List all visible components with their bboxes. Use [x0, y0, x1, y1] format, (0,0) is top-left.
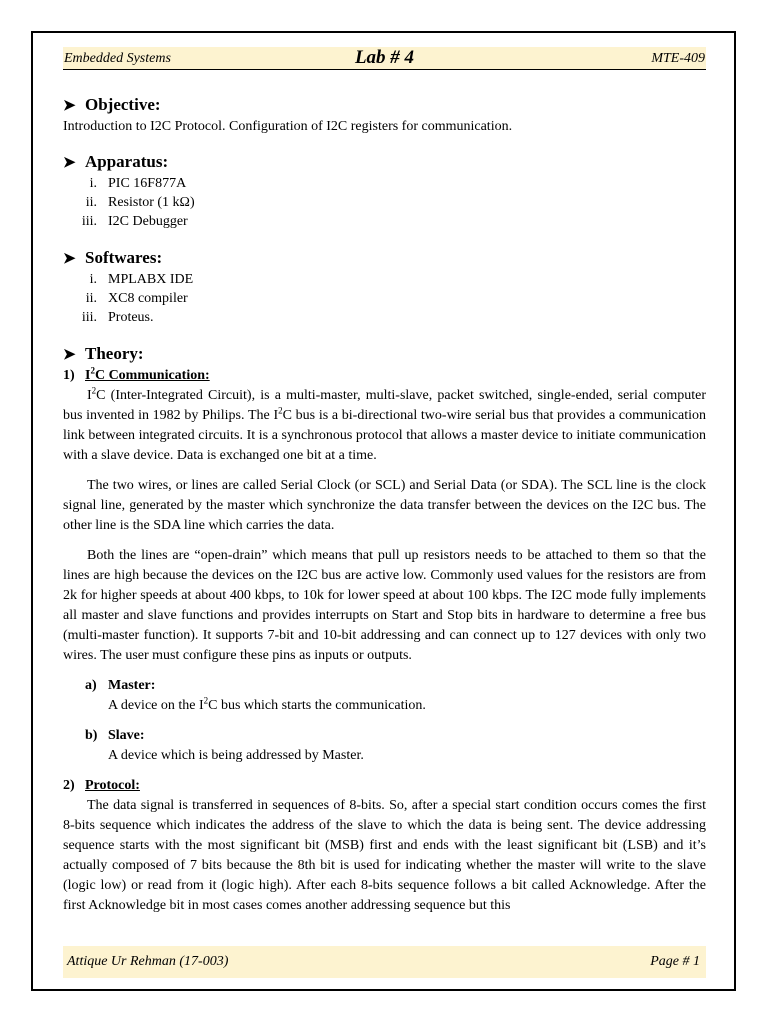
- list-item: ii. XC8 compiler: [85, 291, 188, 306]
- objective-heading: ➤ Objective:: [63, 94, 706, 117]
- page-header: [63, 47, 706, 70]
- i2c-paragraph-1: $I^2C$ (Inter-Integrated Circuit), is a multi-master, multi-slave, packet switched, single-ended, serial computer bus invented in 1982 by Philips. The $I^2C$ bus is a bi-directional two-wire serial bus that provides a communication link between integrated circuits. It is a synchronous protocol that allows a master device to initiate communication with a slave device. Data is exchanged one bit at a time.: [63, 385, 706, 463]
- i2c-paragraph-3: Both the lines are “open-drain” which means that pull up resistors needs to be attached to them so that the lines are high because the devices on the I2C bus are active low. Commonly used values for the resistors are from 2k for higher speeds at about 400 kbps, to 10k for lower speed at about 100 kbps. The I2C mode fully implements all master and slave functions and provides interrupts on Start and Stop bits in hardware to determine a free bus (multi-master function). It supports 7-bit and 10-bit addressing and can connect up to 127 devices with only two wires. The user must configure these pins as inputs or outputs.: [63, 548, 706, 663]
- arrow-bullet-icon: ➤: [63, 155, 76, 171]
- objective-text: Introduction to I2C Protocol. Configuration of I2C registers for communication.: [63, 119, 513, 134]
- list-item: iii. I2C Debugger: [81, 214, 188, 229]
- protocol-paragraph-1: The data signal is transferred in sequences of 8-bits. So, after a special start condition occurs comes the first 8-bits sequence which indicates the address of the slave to which the data is being sent. The device addressing sequence starts with the most significant bit (MSB) first and ends with the least significant bit (LSB) and it’s actually composed of 7 bits because the 8th bit is used for indicating whether the master will write to the slave (logic low) or read from it (logic high). After each 8-bits sequence follows a bit called Acknowledge. After the first Acknowledge bit in most cases comes another addressing sequence but this: [63, 798, 706, 913]
- i2c-heading: 1) $I^2C$ Communication:: [63, 365, 210, 383]
- page-footer: [63, 946, 706, 978]
- page-body: [63, 94, 706, 916]
- author-name: Attique Ur Rehman (17-003): [67, 954, 229, 969]
- arrow-bullet-icon: ➤: [63, 98, 76, 114]
- softwares-heading: ➤ Softwares:: [63, 247, 706, 270]
- arrow-bullet-icon: ➤: [63, 347, 76, 363]
- i2c-paragraph-2: The two wires, or lines are called Serial Clock (or SCL) and Serial Data (or SDA). The SCL line is the clock signal line, generated by the master which synchronize the data transfer between the devices on the I2C bus. The other line is the SDA line which carries the data.: [63, 478, 706, 533]
- list-item: i. MPLABX IDE: [89, 272, 194, 287]
- list-item: ii. Resistor (1 kΩ): [85, 195, 195, 210]
- slave-definition: b) Slave: A device which is being addressed by Master.: [85, 728, 364, 763]
- apparatus-list: [63, 174, 706, 231]
- softwares-list: [63, 270, 706, 327]
- apparatus-heading: ➤ Apparatus:: [63, 151, 706, 174]
- page-number: Page # 1: [650, 954, 700, 969]
- theory-heading: ➤ Theory:: [63, 343, 706, 366]
- list-item: iii. Proteus.: [81, 310, 154, 325]
- protocol-heading: 2) Protocol:: [63, 778, 140, 793]
- arrow-bullet-icon: ➤: [63, 251, 76, 267]
- course-name: Embedded Systems: [64, 51, 171, 66]
- master-definition: a) Master: A device on the $I^2C$ bus which starts the communication.: [85, 678, 426, 713]
- course-code: MTE-409: [651, 51, 705, 66]
- list-item: i. PIC 16F877A: [89, 176, 187, 191]
- lab-title: Lab # 4: [354, 47, 415, 68]
